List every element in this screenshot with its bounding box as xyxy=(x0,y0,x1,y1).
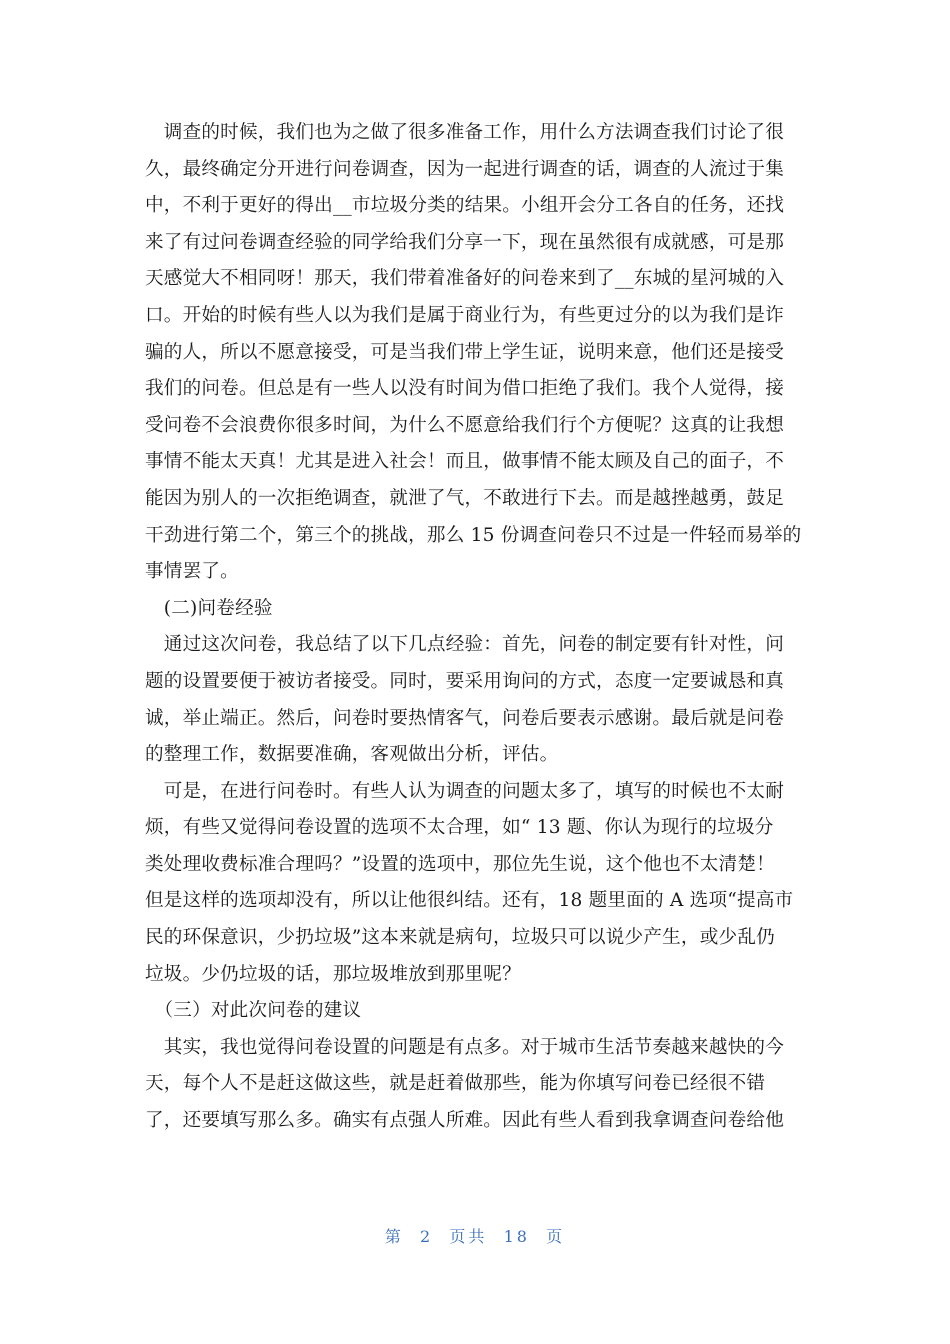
text-line: 垃圾。少仍垃圾的话，那垃圾堆放到那里呢？ xyxy=(145,963,521,985)
page-number-label: 第 2 页共 18 页 xyxy=(384,1227,566,1246)
text-line: 天，每个人不是赶这做这些，就是赶着做那些，能为你填写问卷已经很不错 xyxy=(145,1073,766,1095)
text-line: 受问卷不会浪费你很多时间，为什么不愿意给我们行个方便呢？这真的让我想 xyxy=(145,414,784,436)
text-line: 来了有过问卷调查经验的同学给我们分享一下，现在虽然很有成就感，可是那 xyxy=(145,231,784,253)
text-line: 了，还要填写那么多。确实有点强人所难。因此有些人看到我拿调查问卷给他 xyxy=(145,1110,784,1132)
text-line: 骗的人，所以不愿意接受，可是当我们带上学生证，说明来意，他们还是接受 xyxy=(145,341,784,363)
text-line: 口。开始的时候有些人以为我们是属于商业行为，有些更过分的以为我们是诈 xyxy=(145,304,784,326)
text-line: 事情不能太天真！尤其是进入社会！而且，做事情不能太顾及自己的面子，不 xyxy=(145,451,784,473)
text-line: 可是，在进行问卷时。有些人认为调查的问题太多了，填写的时候也不太耐 xyxy=(145,780,784,802)
text-line: 的整理工作，数据要准确，客观做出分析，评估。 xyxy=(145,744,559,766)
text-line: 民的环保意识，少扔垃圾”这本来就是病句，垃圾只可以说少产生，或少乱仍 xyxy=(145,927,775,949)
text-line: 调查的时候，我们也为之做了很多准备工作，用什么方法调查我们讨论了很 xyxy=(145,122,784,143)
text-line: 诚，举止端正。然后，问卷时要热情客气，问卷后要表示感谢。最后就是问卷 xyxy=(145,707,784,729)
page-footer xyxy=(0,1224,950,1247)
text-line: 通过这次问卷，我总结了以下几点经验：首先，问卷的制定要有针对性，问 xyxy=(145,634,784,656)
text-line: 题的设置要便于被访者接受。同时，要采用询问的方式，态度一定要诚恳和真 xyxy=(145,670,784,692)
text-line: (二)问卷经验 xyxy=(145,597,273,619)
text-line: 但是这样的选项却没有，所以让他很纠结。还有，18 题里面的 A 选项“提高市 xyxy=(145,890,794,912)
document-body xyxy=(145,115,810,1140)
text-line: 中，不利于更好的得出__市垃圾分类的结果。小组开会分工各自的任务，还找 xyxy=(145,195,785,217)
text-line: 能因为别人的一次拒绝调查，就泄了气，不敢进行下去。而是越挫越勇，鼓足 xyxy=(145,487,784,509)
text-line: 我们的问卷。但总是有一些人以没有时间为借口拒绝了我们。我个人觉得，接 xyxy=(145,378,784,400)
text-line: 其实，我也觉得问卷设置的问题是有点多。对于城市生活节奏越来越快的今 xyxy=(145,1036,784,1058)
text-line: 事情罢了。 xyxy=(145,561,239,583)
text-line: 类处理收费标准合理吗？”设置的选项中，那位先生说，这个他也不太清楚！ xyxy=(145,853,775,875)
text-line: 天感觉大不相同呀！那天，我们带着准备好的问卷来到了__东城的星河城的入 xyxy=(145,268,785,290)
text-line: 干劲进行第二个，第三个的挑战，那么 15 份调查问卷只不过是一件轻而易举的 xyxy=(145,524,802,546)
text-line: 烦，有些又觉得问卷设置的选项不太合理，如“ 13 题、你认为现行的垃圾分 xyxy=(145,817,774,839)
text-line: 久，最终确定分开进行问卷调查，因为一起进行调查的话，调查的人流过于集 xyxy=(145,158,784,180)
text-line: （三）对此次问卷的建议 xyxy=(145,1000,362,1022)
